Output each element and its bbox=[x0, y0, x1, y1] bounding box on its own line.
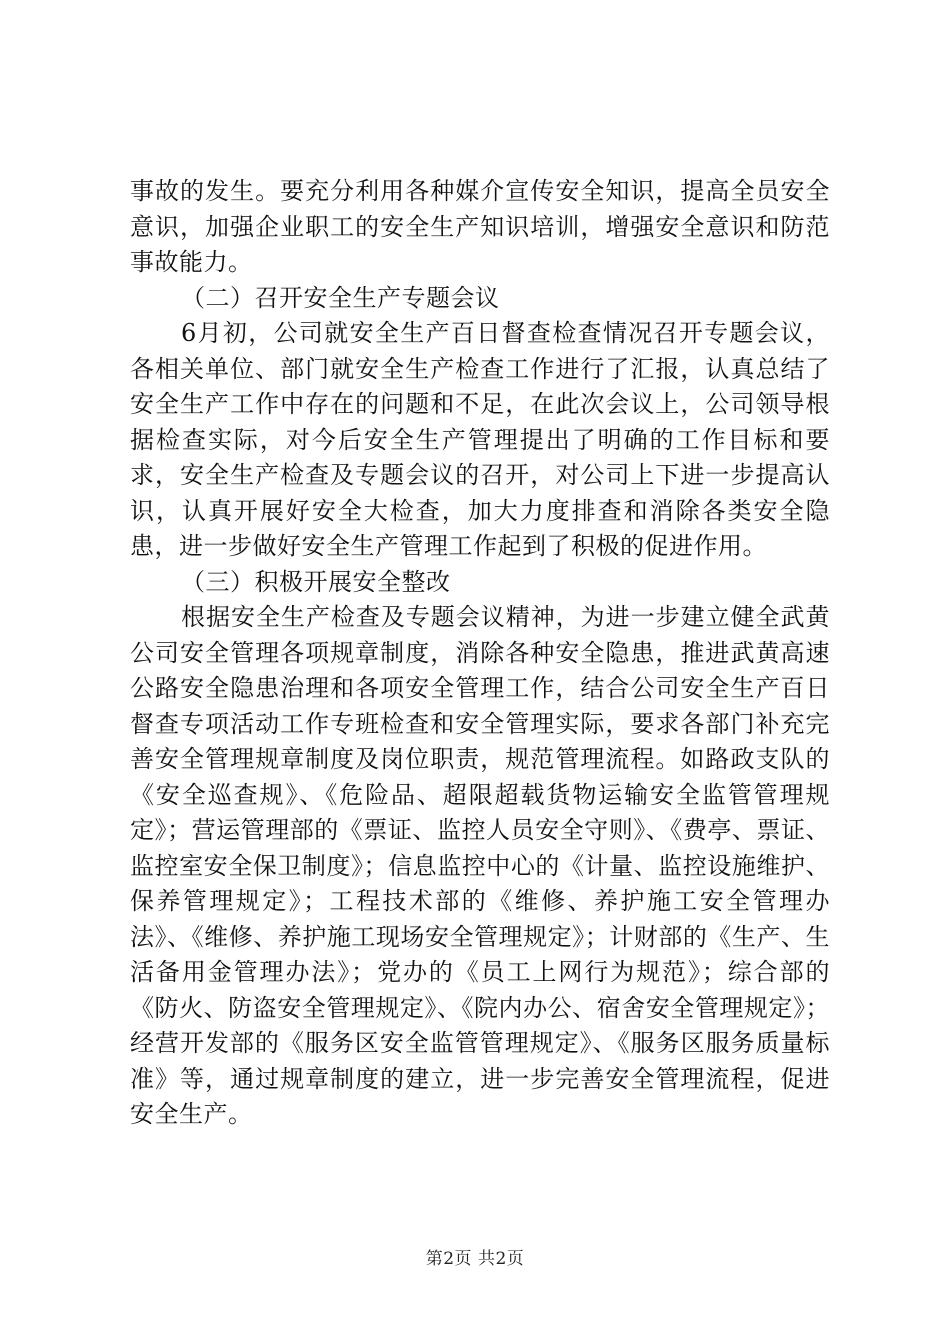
paragraph-meeting: 6月初，公司就安全生产百日督查检查情况召开专题会议，各相关单位、部门就安全生产检查工作进行了汇报，认真总结了安全生产工作中存在的问题和不足，在此次会议上，公司领导根据检查实际，对今后安全生产管理提出了明确的工作目标和要求，安全生产检查及专题会议的召开，对公司上下进一步提高认识，认真开展好安全大检查，加大力度排查和消除各类安全隐患，进一步做好安全生产管理工作起到了积极的促进作用。 bbox=[130, 319, 830, 560]
page-number-footer: 第2页 共2页 bbox=[425, 1249, 525, 1269]
paragraph-continuation: 事故的发生。要充分利用各种媒介宣传安全知识，提高全员安全意识，加强企业职工的安全生产知识培训，增强安全意识和防范事故能力。 bbox=[130, 177, 830, 276]
section-heading-2: （二）召开安全生产专题会议 bbox=[181, 283, 500, 312]
section-heading-3: （三）积极开展安全整改 bbox=[181, 567, 451, 596]
paragraph-rectification: 根据安全生产检查及专题会议精神，为进一步建立健全武黄公司安全管理各项规章制度，消除各种安全隐患，推进武黄高速公路安全隐患治理和各项安全管理工作，结合公司安全生产百日督查专项活动工作专班检查和安全管理实际，要求各部门补充完善安全管理规章制度及岗位职责，规范管理流程。如路政支队的《安全巡查规》、《危险品、超限超载货物运输安全监管管理规定》；营运管理部的《票证、监控人员安全守则》、《费亭、票证、监控室安全保卫制度》；信息监控中心的《计量、监控设施维护、保养管理规定》；工程技术部的《维修、养护施工安全管理办法》、《维修、养护施工现场安全管理规定》；计财部的《生产、生活备用金管理办法》；党办的《员工上网行为规范》；综合部的《防火、防盗安全管理规定》、《院内办公、宿舍安全管理规定》；经营开发部的《服务区安全监管管理规定》、《服务区服务质量标准》等，通过规章制度的建立，进一步完善安全管理流程，促进安全生产。 bbox=[130, 603, 830, 1128]
document-body bbox=[130, 174, 830, 1133]
